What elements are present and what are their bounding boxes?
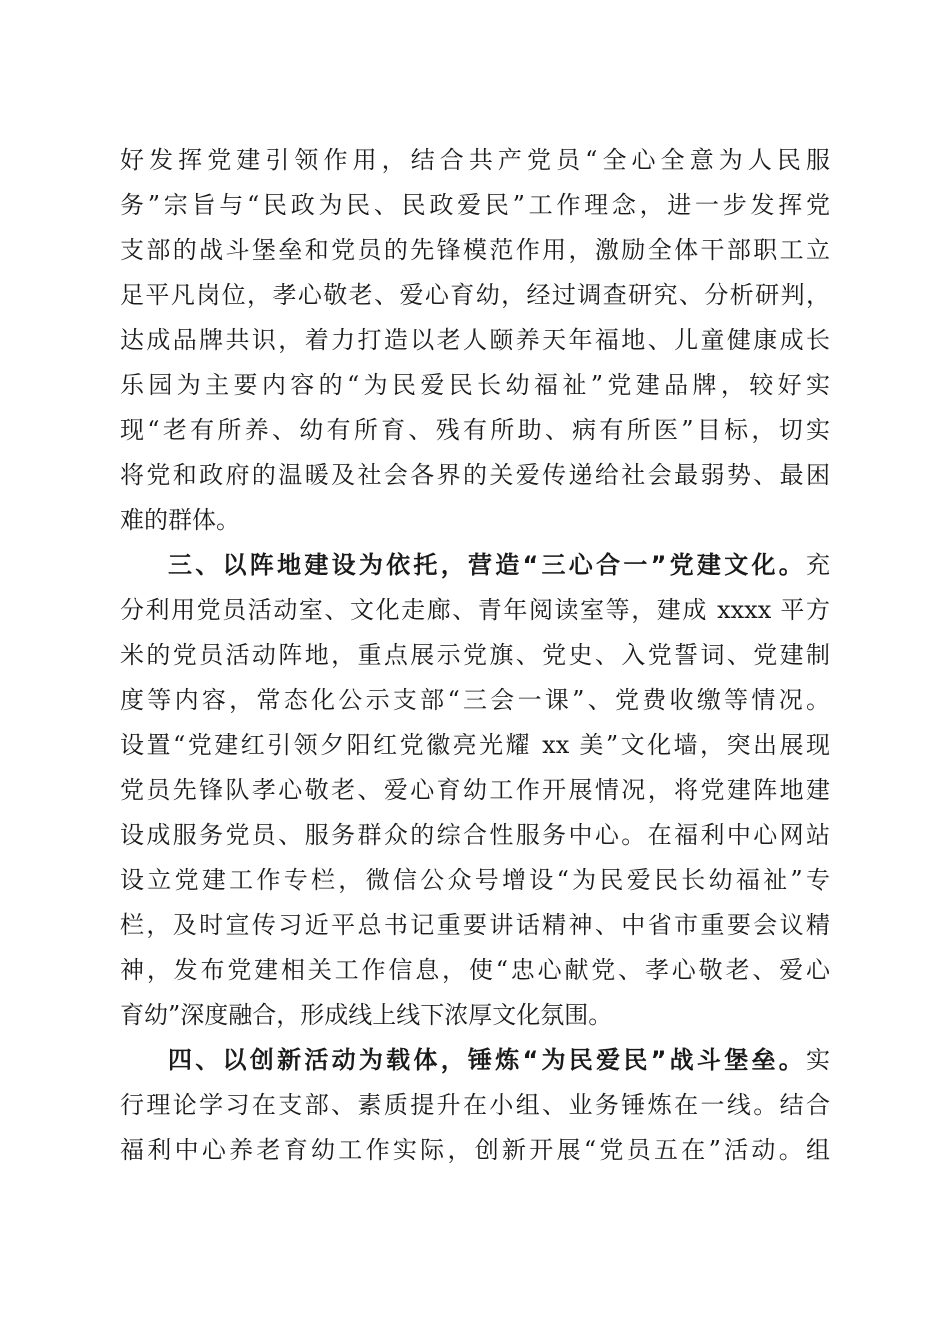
text-line: 足平凡岗位，孝心敬老、爱心育幼，经过调查研究、分析研判， <box>120 281 830 309</box>
text-line: 分利用党员活动室、文化走廊、青年阅读室等，建成 xxxx 平方 <box>120 596 830 624</box>
text-line: 乐园为主要内容的“为民爱民长幼福祉”党建品牌，较好实 <box>120 371 830 399</box>
text-line: 设成服务党员、服务群众的综合性服务中心。在福利中心网站 <box>120 821 830 849</box>
section-3 <box>120 543 830 1038</box>
text-line: 福利中心养老育幼工作实际，创新开展“党员五在”活动。组 <box>120 1136 830 1164</box>
section-4-heading-rest: 实 <box>806 1046 830 1074</box>
text-line: 育幼”深度融合，形成线上线下浓厚文化氛围。 <box>120 1001 613 1029</box>
section-4-heading: 四、以创新活动为载体，锤炼“为民爱民”战斗堡垒。 <box>168 1046 806 1074</box>
section-3-heading-rest: 充 <box>806 551 830 579</box>
document-body <box>120 138 830 1173</box>
text-line: 党员先锋队孝心敬老、爱心育幼工作开展情况，将党建阵地建 <box>120 776 830 804</box>
text-line: 达成品牌共识，着力打造以老人颐养天年福地、儿童健康成长 <box>120 326 830 354</box>
text-line: 行理论学习在支部、素质提升在小组、业务锤炼在一线。结合 <box>120 1091 830 1119</box>
section-3-heading: 三、以阵地建设为依托，营造“三心合一”党建文化。 <box>168 551 806 579</box>
text-line: 设立党建工作专栏，微信公众号增设“为民爱民长幼福祉”专 <box>120 866 830 894</box>
text-line: 务”宗旨与“民政为民、民政爱民”工作理念，进一步发挥党 <box>120 191 830 219</box>
text-line: 好发挥党建引领作用，结合共产党员“全心全意为人民服 <box>120 146 830 174</box>
text-line: 支部的战斗堡垒和党员的先锋模范作用，激励全体干部职工立 <box>120 236 830 264</box>
section-4-first-line <box>120 1038 830 1083</box>
text-line: 神，发布党建相关工作信息，使“忠心献党、孝心敬老、爱心 <box>120 956 830 984</box>
text-line: 栏，及时宣传习近平总书记重要讲话精神、中省市重要会议精 <box>120 911 830 939</box>
text-line: 设置“党建红引领夕阳红党徽亮光耀 xx 美”文化墙，突出展现 <box>120 731 830 759</box>
section-3-first-line <box>120 543 830 588</box>
text-line: 现“老有所养、幼有所育、残有所助、病有所医”目标，切实 <box>120 416 830 444</box>
text-line: 度等内容，常态化公示支部“三会一课”、党费收缴等情况。 <box>120 686 830 714</box>
text-line: 将党和政府的温暖及社会各界的关爱传递给社会最弱势、最困 <box>120 461 830 489</box>
paragraph-1 <box>120 138 830 543</box>
text-line: 米的党员活动阵地，重点展示党旗、党史、入党誓词、党建制 <box>120 641 830 669</box>
text-line: 难的群体。 <box>120 506 240 534</box>
section-4 <box>120 1038 830 1173</box>
